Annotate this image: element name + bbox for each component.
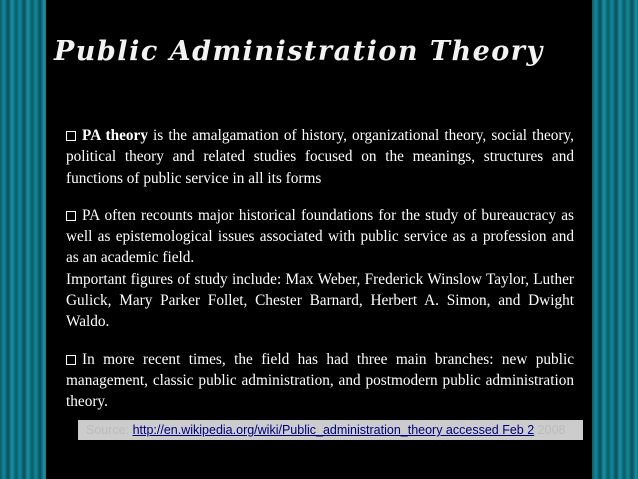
slide-title: Public Administration Theory <box>54 36 544 67</box>
slide-body <box>66 125 574 429</box>
right-curtain-decoration <box>592 0 638 479</box>
source-citation <box>78 420 583 440</box>
paragraph-recent-times <box>66 349 574 413</box>
source-label: Source: <box>86 423 130 437</box>
paragraph-pa-theory <box>66 125 574 189</box>
paragraph-pa-recounts <box>66 205 574 269</box>
checkbox-bullet-icon <box>66 131 76 141</box>
paragraph-text: PA often recounts major historical foundations for the study of bureaucracy as well as epistemological issues associated with public service as a profession and as an academic field. <box>66 206 574 267</box>
checkbox-bullet-icon <box>66 355 76 365</box>
paragraph-text: In more recent times, the field has had three main branches: new public management, classic public administration, and postmodern public administration theory. <box>66 350 574 411</box>
paragraph-text: is the amalgamation of history, organizational theory, social theory, political theory and related studies focused on the meanings, structures and functions of public service in all its forms <box>66 127 574 187</box>
source-link[interactable]: http://en.wikipedia.org/wiki/Public_administration_theory accessed Feb 2 <box>132 423 535 437</box>
source-suffix: 2008 <box>537 423 566 437</box>
bold-term: PA theory <box>82 127 148 144</box>
left-curtain-decoration <box>0 0 46 479</box>
paragraph-important-figures: Important figures of study include: Max Weber, Frederick Winslow Taylor, Luther Gulick, Mary Parker Follet, Chester Barnard, Herbert A. Simon, and Dwight Waldo. <box>66 270 574 331</box>
checkbox-bullet-icon <box>66 211 76 221</box>
